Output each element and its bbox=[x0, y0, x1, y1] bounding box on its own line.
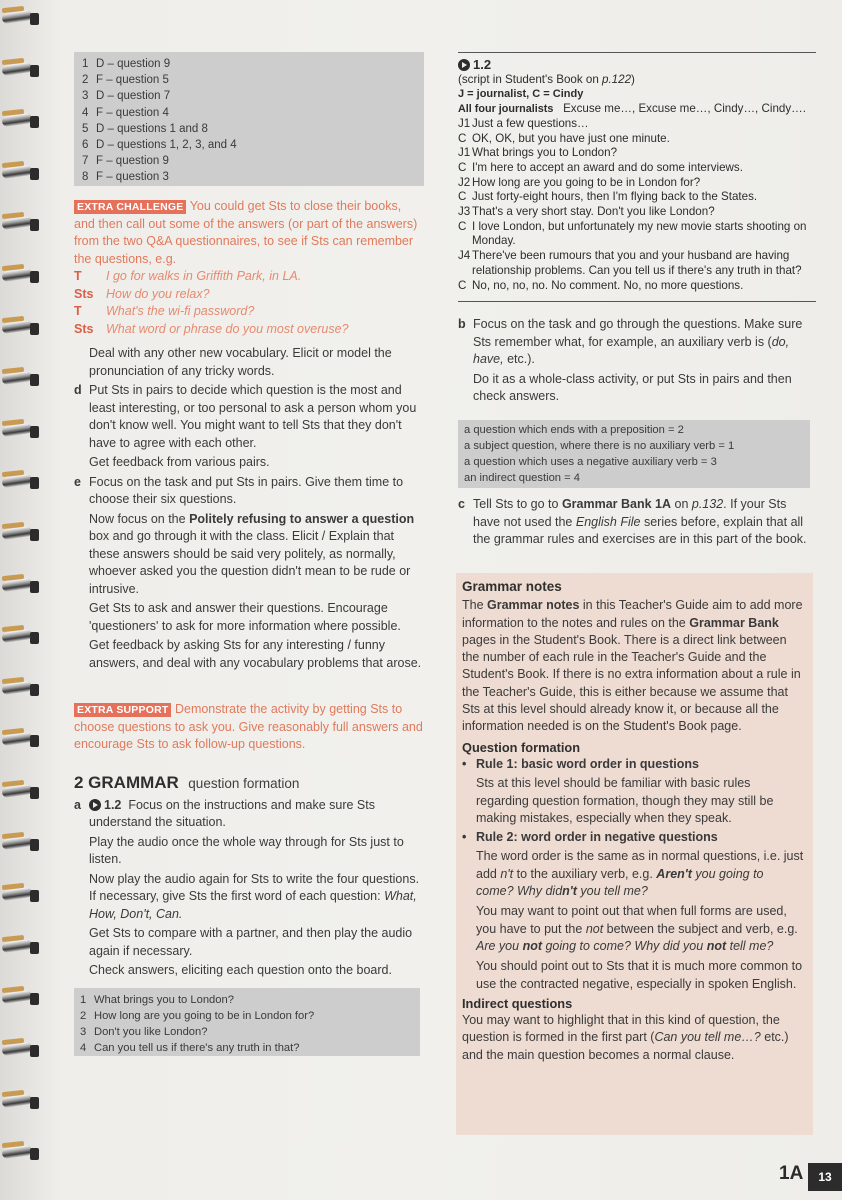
extra-support bbox=[74, 701, 424, 754]
script-line: J1 What brings you to London? bbox=[458, 146, 618, 160]
section-heading: 2 GRAMMAR question formation bbox=[74, 773, 300, 792]
list-item: 7 F – question 9 bbox=[82, 155, 169, 168]
list-item: a question which uses a negative auxiliary verb = 3 bbox=[464, 456, 717, 468]
step-b bbox=[458, 316, 814, 406]
answers-box-top bbox=[74, 52, 424, 186]
list-item: a subject question, where there is no auxiliary verb = 1 bbox=[464, 440, 735, 452]
dialogue-line: T What's the wi-fi password? bbox=[74, 304, 255, 318]
script-line: C OK, OK, but you have just one minute. bbox=[458, 131, 670, 145]
spiral-coil bbox=[2, 470, 42, 494]
spiral-coil bbox=[2, 883, 42, 907]
script-key: J = journalist, C = Cindy bbox=[458, 88, 584, 101]
step-d-feedback: Get feedback from various pairs. bbox=[89, 455, 270, 469]
step-c-text: Tell Sts to go to Grammar Bank 1A on p.132. If your Sts have not used the English File series before, explain that all the grammar rules and exercises are in this part of the book. bbox=[473, 497, 807, 546]
spiral-coil bbox=[2, 367, 42, 391]
list-item: an indirect question = 4 bbox=[464, 472, 580, 484]
list-item: 1 What brings you to London? bbox=[80, 994, 234, 1006]
script-line: C I'm here to accept an award and do some interviews. bbox=[458, 160, 743, 174]
top-rule bbox=[458, 52, 816, 53]
grammar-notes-title: Grammar notes bbox=[462, 579, 562, 594]
step-c bbox=[458, 496, 814, 549]
dialogue-line: Sts How do you relax? bbox=[74, 286, 210, 301]
audio-script bbox=[458, 52, 816, 293]
script-line: C I love London, but unfortunately my new movie starts shooting on Monday. bbox=[458, 219, 807, 248]
extra-challenge bbox=[74, 198, 424, 338]
list-item: 5 D – questions 1 and 8 bbox=[82, 122, 208, 135]
list-item: 3 D – question 7 bbox=[82, 90, 171, 103]
step-d-text: Put Sts in pairs to decide which question is the most and least interesting, or too personal to ask a person whom you don't know well. You might want to tell Sts that they don't have to agree with each other. bbox=[89, 383, 417, 450]
grammar-notes-box bbox=[456, 573, 813, 1135]
step-b-label: b bbox=[458, 317, 466, 331]
spiral-coil bbox=[2, 780, 42, 804]
step-e bbox=[74, 474, 424, 673]
grammar-notes-intro: The Grammar notes in this Teacher's Guide aim to add more information to the notes and rules on the Grammar Bank pages in the Student's Book. There is a direct link between the number of each rule in the Teacher's Guide and the Student's Book. If there is no extra information about a rule in the Teacher's Guide, this is either because we assume that Sts at this level should already know it, or because all the information needed is on the Student's Book page. bbox=[462, 598, 803, 734]
spiral-coil bbox=[2, 212, 42, 236]
rule-1: • Rule 1: basic word order in questions Sts at this level should be familiar with basic rules regarding question formation, though they may still be making mistakes, especially when they speak. bbox=[462, 756, 774, 825]
extra-challenge-tag: EXTRA CHALLENGE bbox=[74, 200, 186, 214]
step-e-text: Focus on the task and put Sts in pairs. Give them time to choose their six questions. bbox=[89, 474, 404, 506]
answers-list bbox=[464, 422, 734, 486]
list-item: 2 How long are you going to be in London for? bbox=[80, 1010, 315, 1022]
step-b-text: Focus on the task and go through the questions. Make sure Sts remember what, for example, an auxiliary verb is (do, have, etc.). bbox=[473, 317, 803, 366]
extra-support-text: Demonstrate the activity by getting Sts to choose questions to ask you. Give reasonably full answers and encourage Sts to ask follow-up questions. bbox=[74, 702, 423, 751]
dialogue-line: T I go for walks in Griffith Park, in LA. bbox=[74, 269, 302, 283]
spiral-coil bbox=[2, 161, 42, 185]
list-item: 3 Don't you like London? bbox=[80, 1026, 208, 1038]
list-item: 6 D – questions 1, 2, 3, and 4 bbox=[82, 139, 237, 152]
spiral-coil bbox=[2, 832, 42, 856]
script-all-line: All four journalists Excuse me…, Excuse me…, Cindy…, Cindy…. bbox=[458, 102, 806, 116]
step-a-label: a bbox=[74, 797, 81, 812]
grammar-section bbox=[74, 774, 424, 980]
list-item: 4 Can you tell us if there's any truth in that? bbox=[80, 1042, 300, 1054]
step-e-para3: Get feedback by asking Sts for any interesting / funny answers, and deal with any vocabulary problems that arose. bbox=[89, 638, 422, 670]
spiral-coil bbox=[2, 522, 42, 546]
answers-box-right bbox=[458, 420, 810, 488]
list-item: a question which ends with a preposition = 2 bbox=[464, 424, 684, 436]
spiral-coil bbox=[2, 574, 42, 598]
answers-list bbox=[82, 56, 237, 186]
extra-challenge-dialogue bbox=[74, 268, 424, 338]
step-e-label: e bbox=[74, 474, 81, 489]
script-line: J3 That's a very short stay. Don't you like London? bbox=[458, 205, 715, 219]
step-a-para1: Play the audio once the whole way through for Sts just to listen. bbox=[89, 834, 404, 866]
page-number: 13 bbox=[808, 1163, 842, 1191]
script-lines bbox=[458, 117, 816, 293]
spiral-coil bbox=[2, 625, 42, 649]
indirect-questions-title: Indirect questions bbox=[462, 995, 573, 1011]
step-b-para2: Do it as a whole-class activity, or put Sts in pairs and then check answers. bbox=[473, 371, 792, 403]
audio-icon bbox=[89, 799, 101, 811]
step-a-para3: Get Sts to compare with a partner, and then play the audio again if necessary. bbox=[89, 926, 413, 958]
unit-label: 1A bbox=[779, 1163, 804, 1184]
spiral-coil bbox=[2, 677, 42, 701]
script-reference: (script in Student's Book on p.122) bbox=[458, 72, 635, 86]
list-item: 1 D – question 9 bbox=[82, 58, 171, 70]
left-body bbox=[74, 345, 424, 672]
indirect-questions-text: You may want to highlight that in this kind of question, the question is formed in the first part (Can you tell me…? etc.) and the main question becomes a normal clause. bbox=[462, 1013, 789, 1062]
script-line: C Just forty-eight hours, then I'm flying back to the States. bbox=[458, 190, 758, 204]
question-formation-title: Question formation bbox=[462, 739, 581, 755]
spiral-coil bbox=[2, 1038, 42, 1062]
script-line: J2 How long are you going to be in London for? bbox=[458, 175, 701, 189]
spiral-coil bbox=[2, 58, 42, 82]
answers-box-grammar bbox=[74, 988, 420, 1056]
step-a-para2: Now play the audio again for Sts to write the four questions. If necessary, give Sts the first word of each question: What, How, Don't, Can. bbox=[89, 871, 420, 921]
spiral-binding bbox=[0, 0, 50, 1200]
spiral-coil bbox=[2, 109, 42, 133]
script-line: C No, no, no, no. No comment. No, no more questions. bbox=[458, 278, 744, 292]
step-e-para2: Get Sts to ask and answer their questions. Encourage 'questioners' to ask for more information where possible. bbox=[89, 601, 401, 633]
dialogue-line: Sts What word or phrase do you most overuse? bbox=[74, 321, 349, 336]
spiral-coil bbox=[2, 1141, 42, 1165]
extra-support-tag: EXTRA SUPPORT bbox=[74, 703, 171, 717]
bottom-rule bbox=[458, 301, 816, 302]
step-e-para1: Now focus on the Politely refusing to answer a question box and go through it with the class. Elicit / Explain that these answers should be said very politely, as normally, whoever asked you the question didn't mean to be rude or intrusive. bbox=[89, 511, 415, 596]
list-item: 2 F – question 5 bbox=[82, 74, 169, 87]
step-a-text: 1.2 Focus on the instructions and make sure Sts understand the situation. bbox=[89, 797, 375, 829]
spiral-coil bbox=[2, 264, 42, 288]
spiral-coil bbox=[2, 986, 42, 1010]
step-a-para4: Check answers, eliciting each question onto the board. bbox=[89, 963, 392, 977]
step-d-label: d bbox=[74, 383, 82, 397]
extra-challenge-text: You could get Sts to close their books, and then call out some of the answers (or part of the answers) from the two Q&A questionnaires, to see if Sts can remember the questions, e.g. bbox=[74, 199, 418, 266]
list-item: 4 F – question 4 bbox=[82, 106, 169, 119]
step-a bbox=[74, 797, 424, 980]
script-line: J4 There've been rumours that you and your husband are having relationship problems. Can you tell us if there's any truth in that? bbox=[458, 249, 802, 277]
step-d bbox=[74, 382, 424, 472]
spiral-coil bbox=[2, 316, 42, 340]
spiral-coil bbox=[2, 935, 42, 959]
script-line: J1 Just a few questions… bbox=[458, 116, 589, 130]
script-track: 1.2 bbox=[458, 58, 816, 73]
list-item: 8 F – question 3 bbox=[82, 171, 169, 184]
spiral-coil bbox=[2, 419, 42, 443]
spiral-coil bbox=[2, 6, 42, 30]
vocab-paragraph: Deal with any other new vocabulary. Elicit or model the pronunciation of any tricky words. bbox=[89, 346, 392, 378]
spiral-coil bbox=[2, 728, 42, 752]
answers-list bbox=[80, 992, 314, 1056]
audio-icon bbox=[458, 59, 470, 71]
rule-2: • Rule 2: word order in negative questions The word order is the same as in normal questions, i.e. just add n't to the auxiliary verb, e.g. Aren't you going to come? Why didn't you tell me? You may want to point out that when full forms are used, you have to put the not between the subject and verb, e.g. Are you not going to come? Why did you not tell me? You should point out to Sts that it is much more common to use the contracted negative, especially in spoken English. bbox=[462, 830, 804, 991]
spiral-coil bbox=[2, 1090, 42, 1114]
step-c-label: c bbox=[458, 497, 465, 511]
